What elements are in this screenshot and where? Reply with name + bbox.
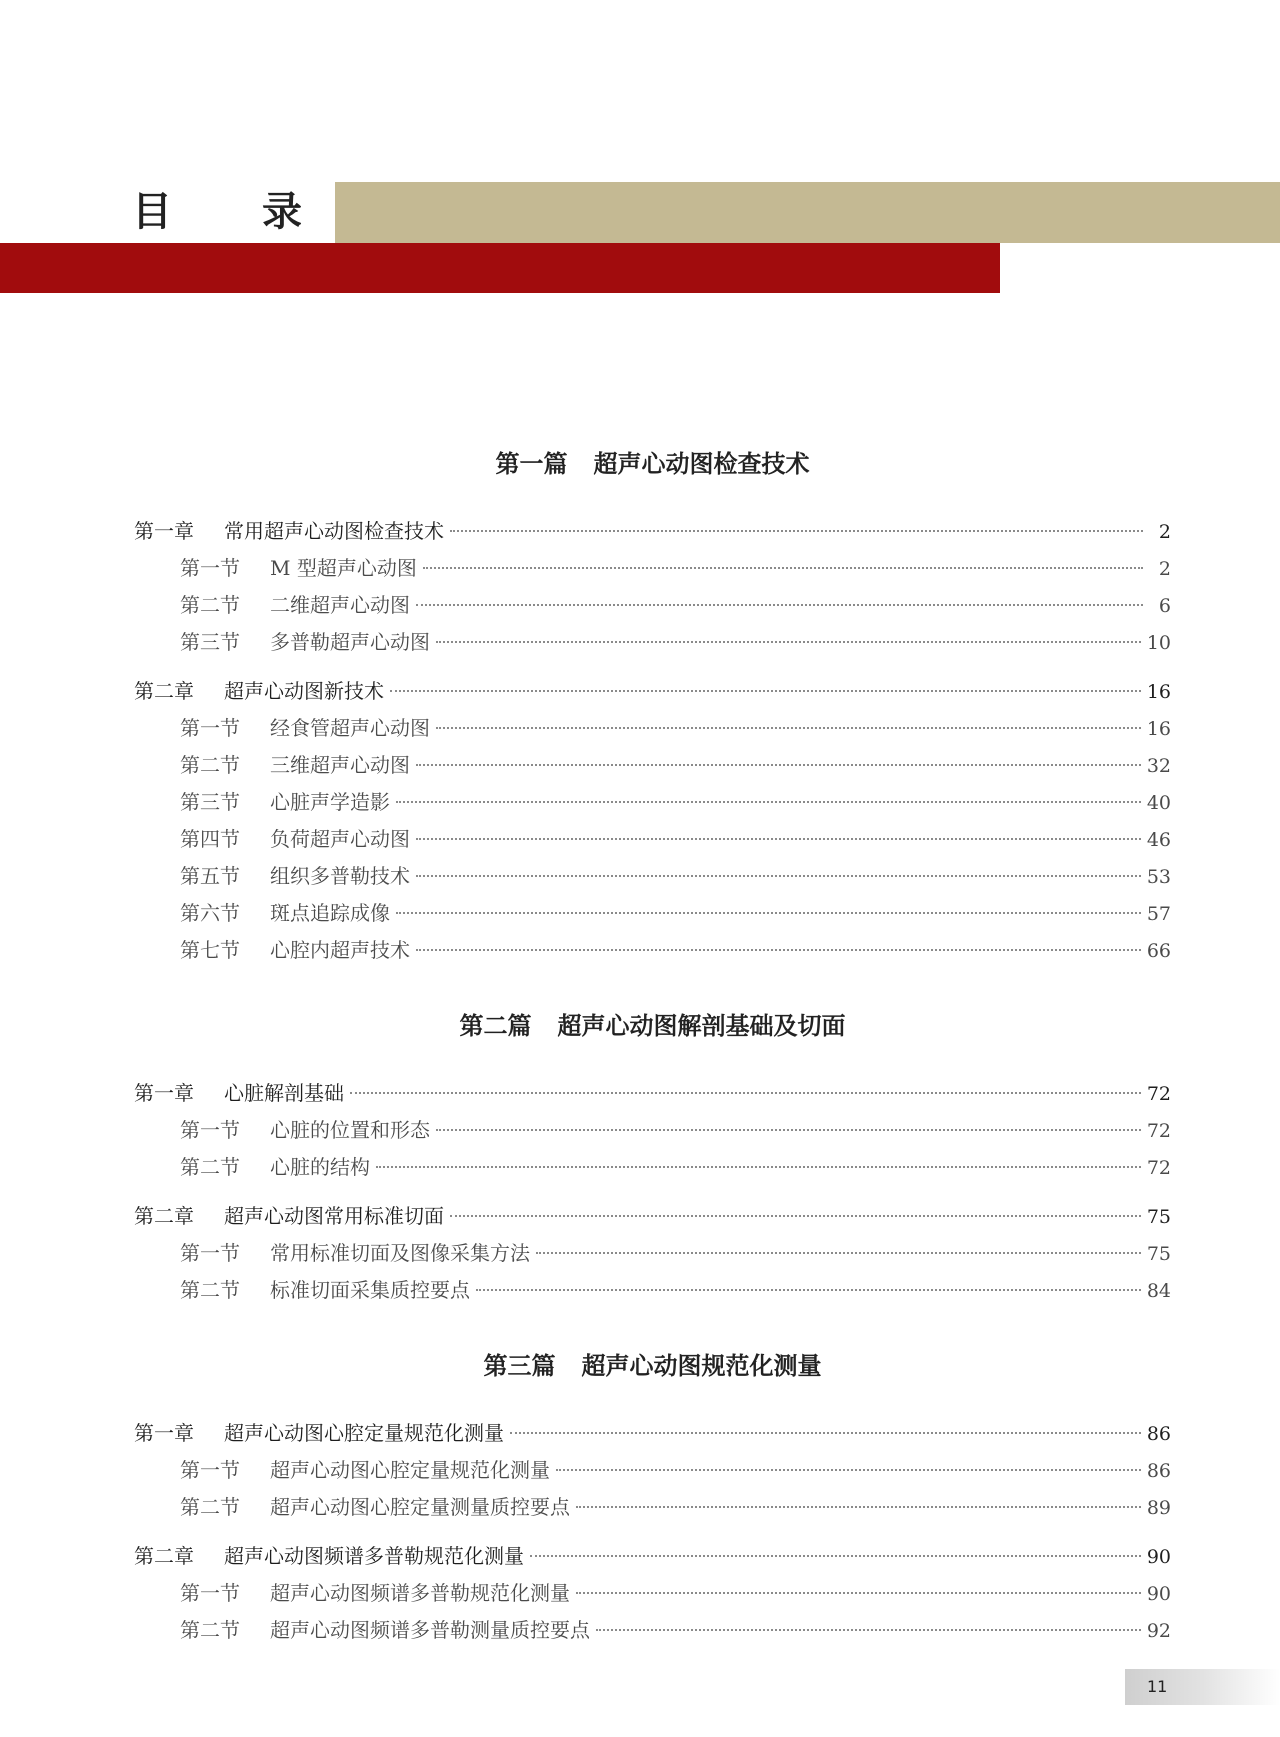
page-number: 2 bbox=[1158, 521, 1171, 543]
section-number: 第二节 bbox=[180, 1155, 240, 1179]
chapter-title: 常用超声心动图检查技术 bbox=[224, 519, 444, 543]
dot-leader bbox=[436, 1129, 1141, 1131]
part-heading bbox=[134, 1002, 1171, 1050]
section-number: 第三节 bbox=[180, 790, 240, 814]
section-title: 心脏的位置和形态 bbox=[270, 1118, 430, 1142]
section-number: 第二节 bbox=[180, 1278, 240, 1302]
page-number: 75 bbox=[1146, 1206, 1171, 1228]
chapter-number: 第二章 bbox=[134, 1204, 194, 1228]
section-number: 第一节 bbox=[180, 556, 240, 580]
part-spacer bbox=[134, 1309, 1171, 1342]
folio-page-number: 11 bbox=[1147, 1677, 1168, 1696]
toc-title bbox=[132, 186, 302, 238]
toc-section-entry[interactable] bbox=[134, 1452, 1171, 1489]
section-number: 第二节 bbox=[180, 593, 240, 617]
section-title: 负荷超声心动图 bbox=[270, 827, 410, 851]
page-number: 86 bbox=[1146, 1423, 1171, 1445]
toc-section-entry[interactable] bbox=[134, 587, 1171, 624]
header-band-red bbox=[0, 243, 1000, 293]
folio-tab bbox=[1125, 1669, 1280, 1705]
dot-leader bbox=[450, 530, 1143, 532]
page-number: 89 bbox=[1146, 1497, 1171, 1519]
toc-section-entry[interactable] bbox=[134, 1612, 1171, 1649]
toc-section-entry[interactable] bbox=[134, 1149, 1171, 1186]
chapter-number: 第二章 bbox=[134, 679, 194, 703]
dot-leader bbox=[596, 1629, 1141, 1631]
dot-leader bbox=[556, 1469, 1141, 1471]
section-number: 第三节 bbox=[180, 630, 240, 654]
toc-section-entry[interactable] bbox=[134, 550, 1171, 587]
toc-section-entry[interactable] bbox=[134, 821, 1171, 858]
page-number: 72 bbox=[1146, 1157, 1171, 1179]
toc-title-char: 录 bbox=[262, 189, 302, 235]
toc-section-entry[interactable] bbox=[134, 1489, 1171, 1526]
page-number: 32 bbox=[1146, 755, 1171, 777]
toc-chapter-entry[interactable] bbox=[134, 1075, 1171, 1112]
toc-section-entry[interactable] bbox=[134, 932, 1171, 969]
toc-section-entry[interactable] bbox=[134, 895, 1171, 932]
part-heading bbox=[134, 440, 1171, 488]
section-number: 第一节 bbox=[180, 1118, 240, 1142]
part-spacer bbox=[134, 969, 1171, 1002]
page-number: 66 bbox=[1146, 940, 1171, 962]
toc-section-entry[interactable] bbox=[134, 710, 1171, 747]
dot-leader bbox=[476, 1289, 1141, 1291]
page-number: 40 bbox=[1146, 792, 1171, 814]
page-number: 2 bbox=[1158, 558, 1171, 580]
page-number: 90 bbox=[1146, 1583, 1171, 1605]
chapter-title: 心脏解剖基础 bbox=[224, 1081, 344, 1105]
section-title: 斑点追踪成像 bbox=[270, 901, 390, 925]
part-title: 超声心动图解剖基础及切面 bbox=[557, 1011, 846, 1040]
page-number: 72 bbox=[1146, 1120, 1171, 1142]
page-number: 46 bbox=[1146, 829, 1171, 851]
toc-section-entry[interactable] bbox=[134, 747, 1171, 784]
section-title: 心脏声学造影 bbox=[270, 790, 390, 814]
toc-chapter-entry[interactable] bbox=[134, 673, 1171, 710]
dot-leader bbox=[416, 604, 1143, 606]
section-number: 第五节 bbox=[180, 864, 240, 888]
part-heading bbox=[134, 1342, 1171, 1390]
section-title: 组织多普勒技术 bbox=[270, 864, 410, 888]
toc-title-char: 目 bbox=[132, 189, 172, 235]
chapter-number: 第一章 bbox=[134, 1421, 194, 1445]
dot-leader bbox=[350, 1092, 1141, 1094]
section-number: 第七节 bbox=[180, 938, 240, 962]
section-number: 第一节 bbox=[180, 1241, 240, 1265]
chapter-title: 超声心动图新技术 bbox=[224, 679, 384, 703]
dot-leader bbox=[396, 912, 1141, 914]
toc-section-entry[interactable] bbox=[134, 784, 1171, 821]
dot-leader bbox=[436, 641, 1141, 643]
toc-content bbox=[134, 440, 1171, 1649]
section-number: 第二节 bbox=[180, 1618, 240, 1642]
chapter-title: 超声心动图心腔定量规范化测量 bbox=[224, 1421, 504, 1445]
page-number: 16 bbox=[1146, 681, 1171, 703]
header-band-tan bbox=[335, 182, 1280, 243]
page-number: 90 bbox=[1146, 1546, 1171, 1568]
section-title: 超声心动图频谱多普勒测量质控要点 bbox=[270, 1618, 590, 1642]
chapter-number: 第二章 bbox=[134, 1544, 194, 1568]
section-number: 第一节 bbox=[180, 716, 240, 740]
page-number: 10 bbox=[1146, 632, 1171, 654]
dot-leader bbox=[416, 764, 1141, 766]
page-number: 57 bbox=[1146, 903, 1171, 925]
toc-section-entry[interactable] bbox=[134, 858, 1171, 895]
page-number: 86 bbox=[1146, 1460, 1171, 1482]
toc-chapter-entry[interactable] bbox=[134, 1198, 1171, 1235]
toc-section-entry[interactable] bbox=[134, 1272, 1171, 1309]
dot-leader bbox=[536, 1252, 1141, 1254]
section-title: 多普勒超声心动图 bbox=[270, 630, 430, 654]
section-number: 第二节 bbox=[180, 1495, 240, 1519]
page-number: 6 bbox=[1158, 595, 1171, 617]
toc-chapter-entry[interactable] bbox=[134, 1415, 1171, 1452]
section-title: 二维超声心动图 bbox=[270, 593, 410, 617]
page-number: 92 bbox=[1146, 1620, 1171, 1642]
section-title: 经食管超声心动图 bbox=[270, 716, 430, 740]
page-number: 16 bbox=[1146, 718, 1171, 740]
toc-section-entry[interactable] bbox=[134, 1112, 1171, 1149]
dot-leader bbox=[530, 1555, 1141, 1557]
dot-leader bbox=[416, 838, 1141, 840]
section-number: 第六节 bbox=[180, 901, 240, 925]
dot-leader bbox=[416, 875, 1141, 877]
section-title: 常用标准切面及图像采集方法 bbox=[270, 1241, 530, 1265]
part-number: 第三篇 bbox=[483, 1351, 556, 1380]
page-number: 72 bbox=[1146, 1083, 1171, 1105]
section-title: 超声心动图频谱多普勒规范化测量 bbox=[270, 1581, 570, 1605]
page-number: 75 bbox=[1146, 1243, 1171, 1265]
part-title: 超声心动图检查技术 bbox=[593, 449, 810, 478]
toc-section-entry[interactable] bbox=[134, 1235, 1171, 1272]
section-title: 三维超声心动图 bbox=[270, 753, 410, 777]
dot-leader bbox=[576, 1506, 1141, 1508]
dot-leader bbox=[510, 1432, 1141, 1434]
chapter-title: 超声心动图频谱多普勒规范化测量 bbox=[224, 1544, 524, 1568]
section-number: 第二节 bbox=[180, 753, 240, 777]
dot-leader bbox=[396, 801, 1141, 803]
chapter-number: 第一章 bbox=[134, 1081, 194, 1105]
section-title: 标准切面采集质控要点 bbox=[270, 1278, 470, 1302]
toc-chapter-entry[interactable] bbox=[134, 1538, 1171, 1575]
chapter-number: 第一章 bbox=[134, 519, 194, 543]
section-title: M 型超声心动图 bbox=[270, 556, 417, 580]
part-number: 第二篇 bbox=[459, 1011, 532, 1040]
dot-leader bbox=[416, 949, 1141, 951]
dot-leader bbox=[576, 1592, 1141, 1594]
section-title: 超声心动图心腔定量测量质控要点 bbox=[270, 1495, 570, 1519]
toc-section-entry[interactable] bbox=[134, 624, 1171, 661]
part-number: 第一篇 bbox=[495, 449, 568, 478]
toc-section-entry[interactable] bbox=[134, 1575, 1171, 1612]
dot-leader bbox=[450, 1215, 1141, 1217]
section-title: 心腔内超声技术 bbox=[270, 938, 410, 962]
dot-leader bbox=[423, 567, 1143, 569]
part-title: 超声心动图规范化测量 bbox=[581, 1351, 822, 1380]
section-number: 第一节 bbox=[180, 1581, 240, 1605]
chapter-title: 超声心动图常用标准切面 bbox=[224, 1204, 444, 1228]
dot-leader bbox=[390, 690, 1141, 692]
section-title: 超声心动图心腔定量规范化测量 bbox=[270, 1458, 550, 1482]
section-title: 心脏的结构 bbox=[270, 1155, 370, 1179]
section-number: 第一节 bbox=[180, 1458, 240, 1482]
dot-leader bbox=[376, 1166, 1141, 1168]
page-number: 53 bbox=[1146, 866, 1171, 888]
toc-chapter-entry[interactable] bbox=[134, 513, 1171, 550]
dot-leader bbox=[436, 727, 1141, 729]
section-number: 第四节 bbox=[180, 827, 240, 851]
page-number: 84 bbox=[1146, 1280, 1171, 1302]
